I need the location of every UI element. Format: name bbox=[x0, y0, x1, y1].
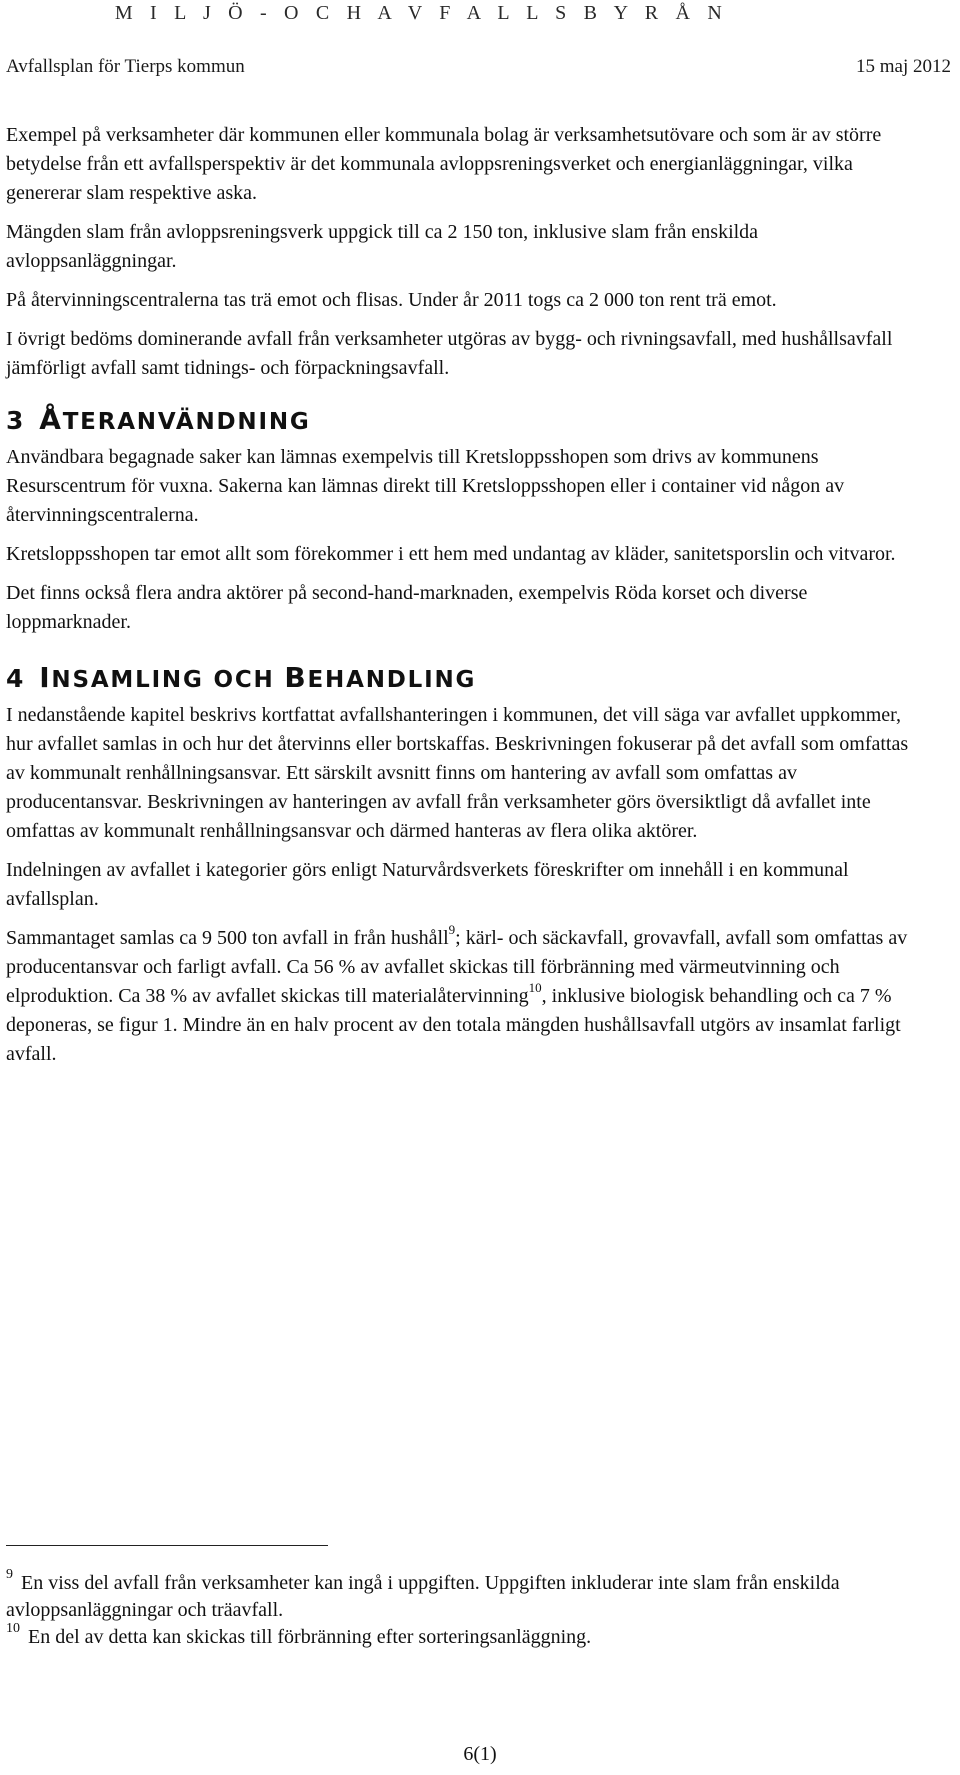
footnote-divider bbox=[6, 1545, 328, 1546]
running-header bbox=[6, 56, 951, 82]
heading-text: EHANDLING bbox=[307, 667, 477, 693]
footnote-mark: 9 bbox=[6, 1567, 13, 1583]
footnote-text: En viss del avfall från verksamheter kan ingå i uppgiften. Uppgiften inkluderar inte slam från enskilda avloppsanläggningar och träavfall. bbox=[6, 1572, 840, 1621]
paragraph: Mängden slam från avloppsreningsverk uppgick till ca 2 150 ton, inklusive slam från enskilda avloppsanläggningar. bbox=[6, 221, 759, 272]
heading-initial: I bbox=[39, 661, 52, 694]
footnote-reference[interactable]: 10 bbox=[528, 980, 542, 996]
paragraph: I övrigt bedöms dominerande avfall från verksamheter utgöras av bygg- och rivningsavfall, med hushållsavfall jämförligt avfall samt tidnings- och förpackningsavfall. bbox=[6, 328, 893, 379]
document-date: 15 maj 2012 bbox=[856, 56, 951, 77]
heading-initial: B bbox=[284, 661, 308, 694]
paragraph-text: Sammantaget samlas ca 9 500 ton avfall in från hushåll bbox=[6, 927, 449, 949]
section-heading-3 bbox=[6, 405, 931, 437]
section-number: 4 bbox=[6, 664, 26, 693]
paragraph: Det finns också flera andra aktörer på second-hand-marknaden, exempelvis Röda korset och diverse loppmarknader. bbox=[6, 582, 808, 633]
section-heading-4 bbox=[6, 663, 931, 695]
footnotes bbox=[6, 1567, 920, 1651]
paragraph: I nedanstående kapitel beskrivs kortfattat avfallshanteringen i kommunen, det vill säga var avfallet uppkommer, hur avfallet samlas in och hur det återvinns eller bortskaffas. Beskrivningen fokuserar på det avfall som omfattas av kommunalt renhållningsansvar. Ett särskilt avsnitt finns om hantering av avfall som omfattas av producentansvar. Beskrivningen av hanteringen av avfall från verksamheter görs översiktligt då avfallet inte omfattas av kommunalt renhållningsansvar och därmed hanteras av flera olika aktörer. bbox=[6, 704, 909, 842]
paragraph: Exempel på verksamheter där kommunen eller kommunala bolag är verksamhetsutövare och som är av större betydelse från ett avfallsperspektiv är det kommunala avloppsreningsverket och energianläggningar, vilka genererar slam respektive aska. bbox=[6, 124, 882, 204]
page-number: 6(1) bbox=[463, 1743, 497, 1765]
heading-text: TERANVÄNDNING bbox=[62, 409, 311, 435]
heading-text: NSAMLING OCH bbox=[51, 667, 285, 693]
footnote bbox=[6, 1621, 920, 1651]
footnote bbox=[6, 1567, 920, 1624]
footnote-text: En del av detta kan skickas till förbränning efter sorteringsanläggning. bbox=[28, 1626, 592, 1648]
footnote-reference[interactable]: 9 bbox=[448, 922, 456, 938]
document-body bbox=[6, 121, 931, 1079]
paragraph: Kretsloppsshopen tar emot allt som förekommer i ett hem med undantag av kläder, sanitetsporslin och vitvaror. bbox=[6, 543, 896, 565]
section-number: 3 bbox=[6, 406, 26, 435]
paragraph-text: ; kärl- och säckavfall, grovavfall, avfall som omfattas av producentansvar och farligt avfall. Ca 56 % av avfallet skickas till förbränning med värmeutvinning och elproduktion. Ca 38 % av avfallet skickas till materialåtervinning bbox=[6, 927, 908, 1007]
heading-initial: Å bbox=[39, 403, 63, 436]
paragraph bbox=[6, 924, 931, 1069]
agency-header: M I L J Ö - O C H A V F A L L S B Y R Å N bbox=[114, 2, 728, 24]
paragraph: Indelningen av avfallet i kategorier görs enligt Naturvårdsverkets föreskrifter om innehåll i en kommunal avfallsplan. bbox=[6, 859, 849, 910]
document-title: Avfallsplan för Tierps kommun bbox=[6, 56, 245, 77]
paragraph: På återvinningscentralerna tas trä emot och flisas. Under år 2011 togs ca 2 000 ton rent trä emot. bbox=[6, 289, 777, 311]
paragraph-text: , inklusive biologisk behandling och ca 7 % deponeras, se figur 1. Mindre än en halv procent av den totala mängden hushållsavfall utgörs av insamlat farligt avfall. bbox=[6, 985, 901, 1065]
paragraph: Användbara begagnade saker kan lämnas exempelvis till Kretsloppsshopen som drivs av kommunens Resurscentrum för vuxna. Sakerna kan lämnas direkt till Kretsloppsshopen eller i container vid någon av återvinningscentralerna. bbox=[6, 446, 845, 526]
footnote-mark: 10 bbox=[6, 1621, 20, 1637]
